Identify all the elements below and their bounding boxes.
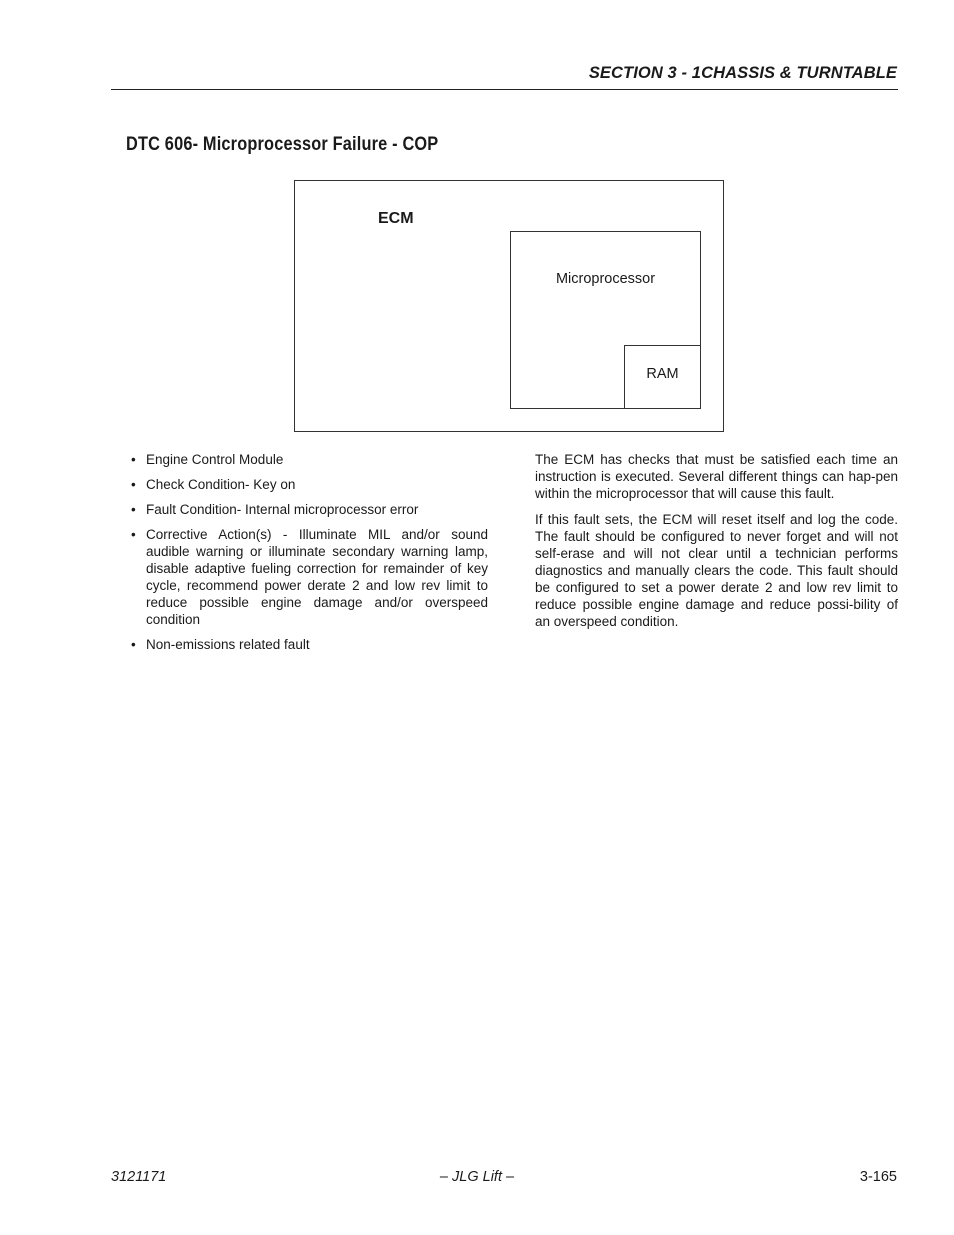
bullet-icon: •	[131, 452, 136, 467]
paragraph: If this fault sets, the ECM will reset itself and log the code. The fault should be configured to never forget and will not self-erase and will not clear until a technician performs diagnostics and manually clears the code. This fault should be configured to set a power derate 2 and low rev limit to reduce possible engine damage and reduce possi-bility of an overspeed condition.	[535, 512, 898, 629]
microprocessor-label: Microprocessor	[555, 271, 656, 287]
section-title: SECTION 3 - 1CHASSIS & TURNTABLE	[588, 64, 897, 82]
microprocessor-box	[510, 231, 701, 409]
list-item	[131, 526, 488, 628]
paragraph: The ECM has checks that must be satisfied each time an instruction is executed. Several different things can hap-pen within the microprocessor that will cause this fault.	[535, 452, 898, 501]
ram-label: RAM	[646, 366, 679, 382]
bullet-column	[131, 451, 488, 661]
list-item	[131, 636, 488, 653]
ecm-label: ECM	[378, 210, 414, 227]
list-item-text: Check Condition- Key on	[146, 477, 296, 492]
list-item-text: Fault Condition- Internal microprocessor error	[146, 502, 419, 517]
bullet-list	[131, 451, 488, 653]
list-item	[131, 451, 488, 468]
bullet-icon: •	[131, 477, 136, 492]
page-heading: DTC 606- Microprocessor Failure - COP	[126, 134, 439, 155]
list-item-text: Engine Control Module	[146, 452, 284, 467]
bullet-icon: •	[131, 502, 136, 517]
page-number: 3-165	[859, 1169, 897, 1185]
ram-box	[624, 345, 701, 409]
list-item-text: Corrective Action(s) - Illuminate MIL and/or sound audible warning or illuminate secondary warning lamp, disable adaptive fueling correction for remainder of key cycle, recommend power derate 2 and low rev limit to reduce possible engine damage and/or overspeed condition	[146, 527, 488, 627]
bullet-icon: •	[131, 637, 136, 652]
description-column	[535, 451, 898, 639]
bullet-icon: •	[131, 527, 136, 542]
doc-number: 3121171	[111, 1169, 167, 1185]
list-item	[131, 501, 488, 518]
list-item-text: Non-emissions related fault	[146, 637, 310, 652]
publisher-label: – JLG Lift –	[439, 1169, 515, 1185]
list-item	[131, 476, 488, 493]
ecm-diagram	[294, 180, 724, 432]
header-divider	[111, 89, 898, 90]
